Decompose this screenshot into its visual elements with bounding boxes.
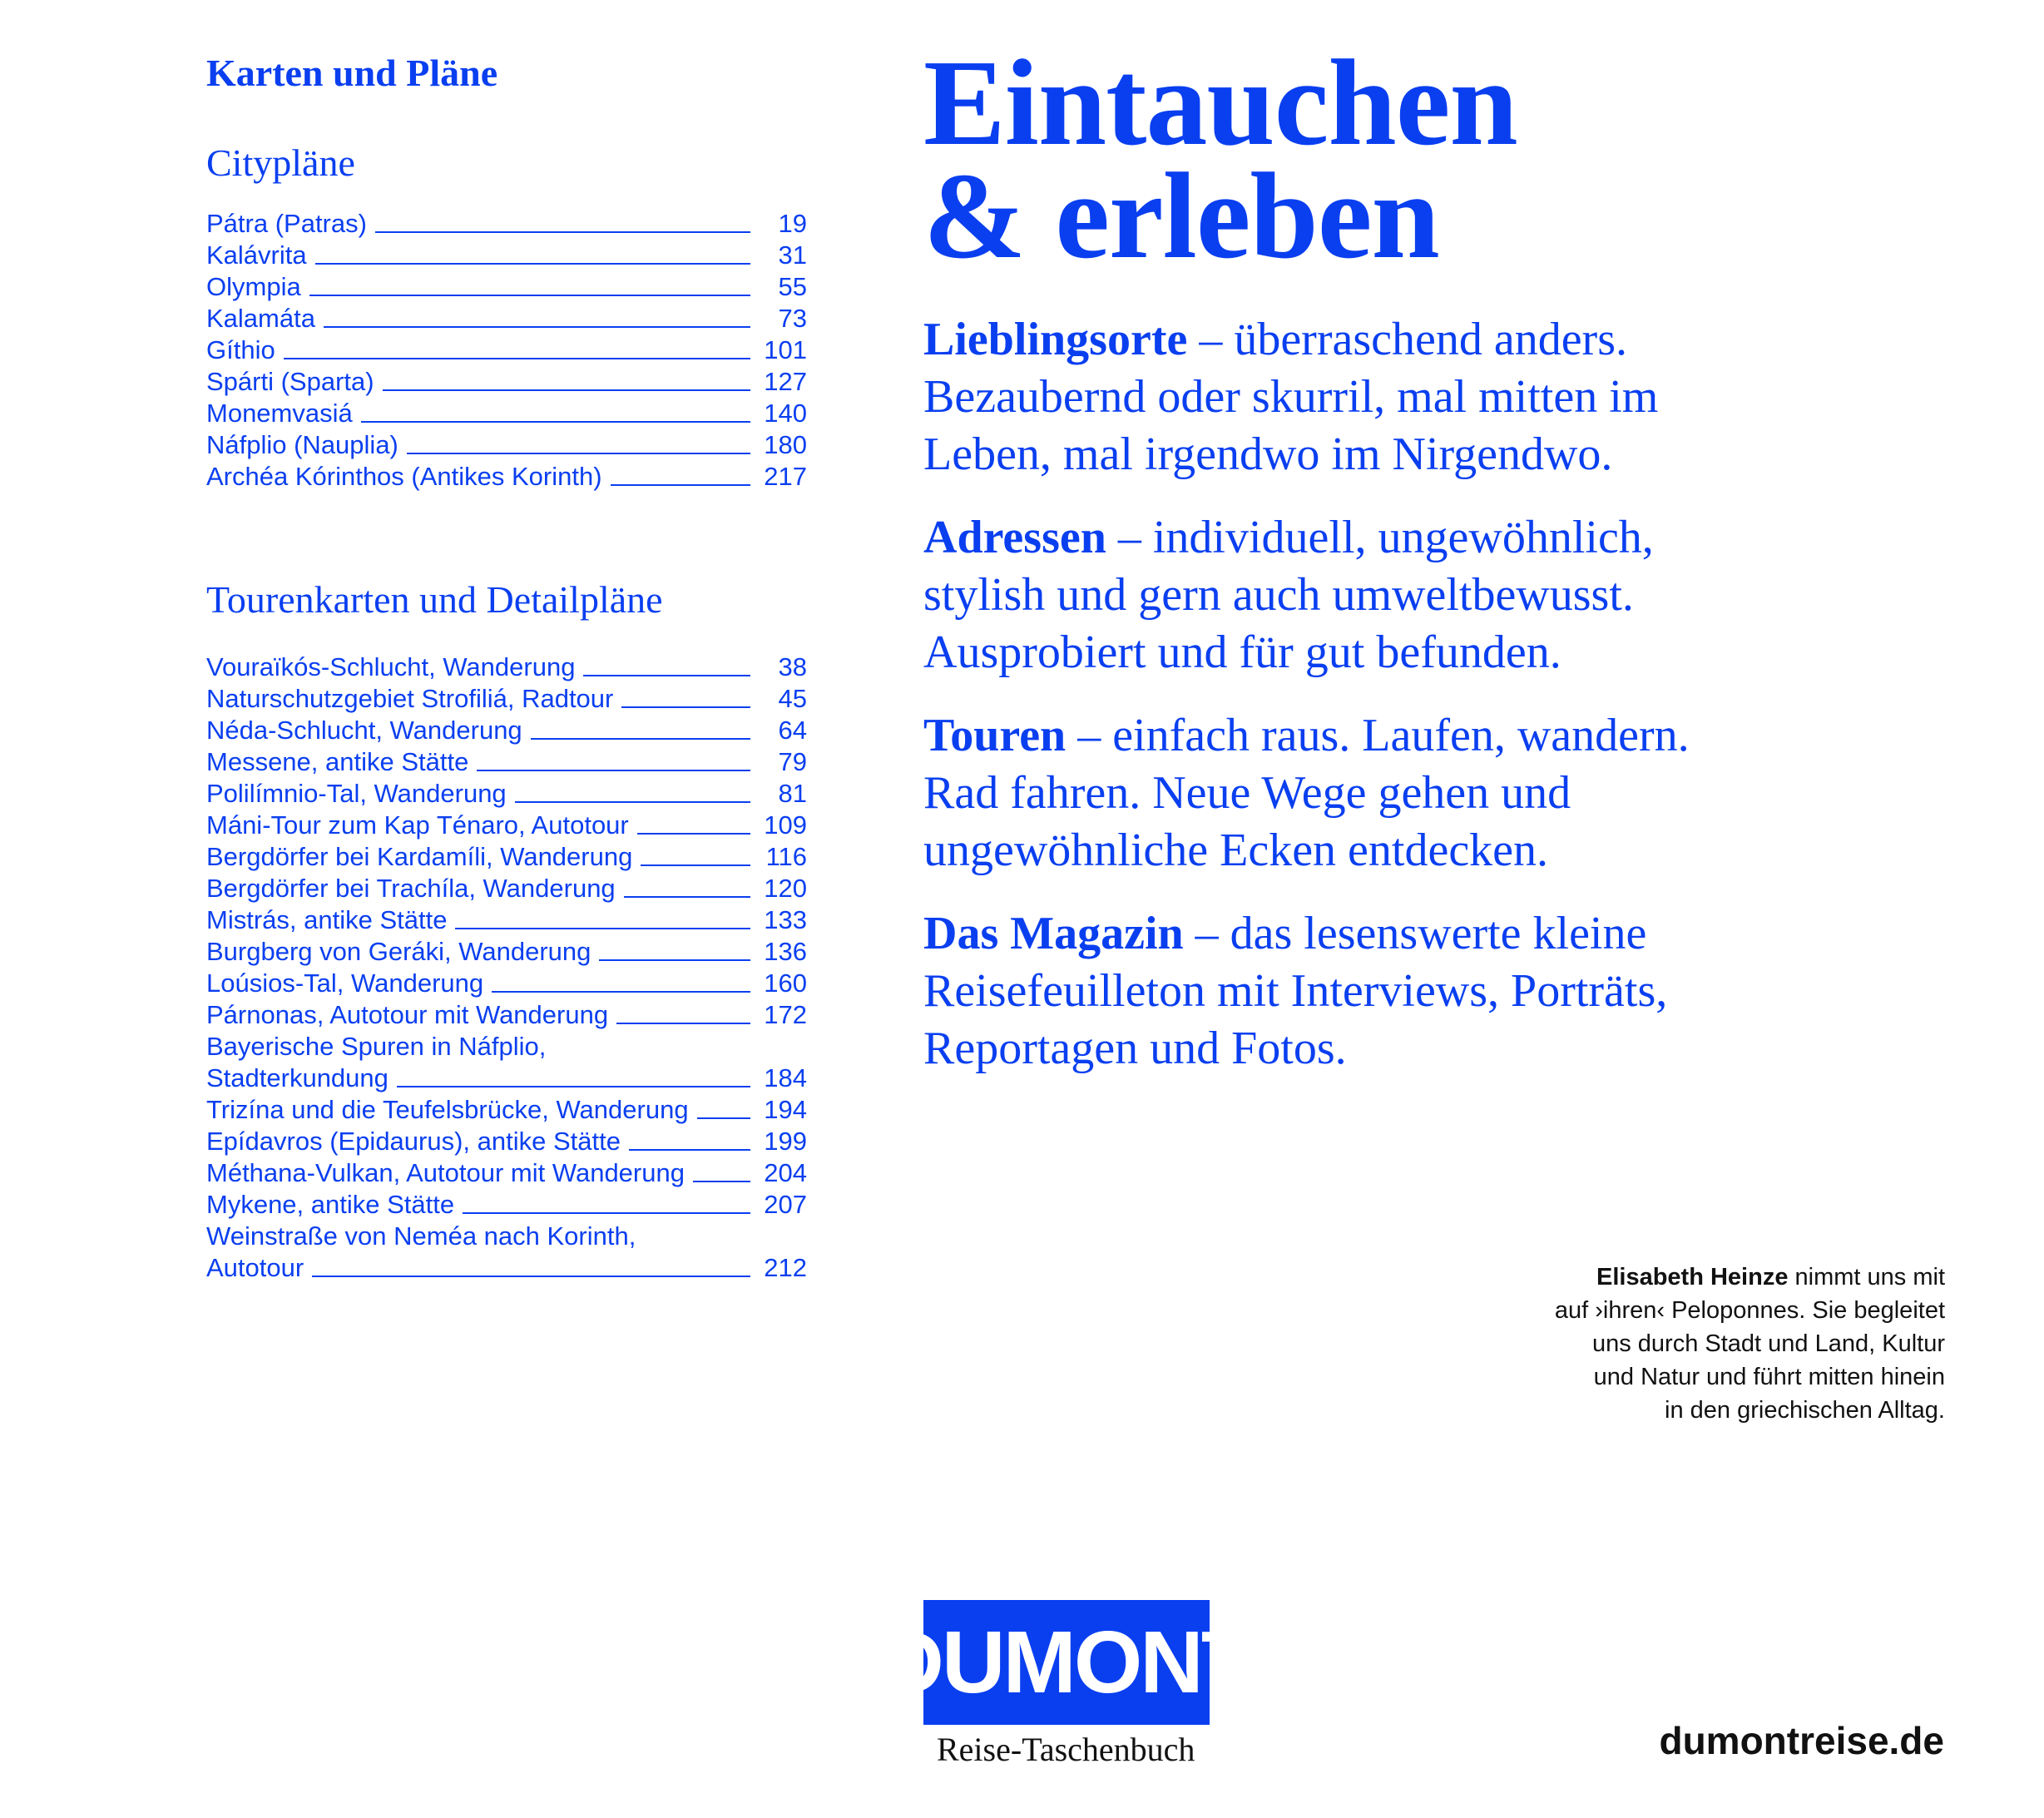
- toc-entry: [206, 778, 807, 810]
- feature-paragraph: [923, 707, 2005, 879]
- headline-line-2: & erleben: [923, 148, 1439, 285]
- toc-entry: [206, 841, 807, 873]
- toc-entry-title: Loúsios-Tal, Wanderung: [206, 968, 484, 998]
- leader-line: [397, 1086, 750, 1087]
- leader-line: [697, 1117, 750, 1119]
- toc-entry-title: Méthana-Vulkan, Autotour mit Wanderung: [206, 1158, 685, 1187]
- toc-entry: [206, 303, 807, 334]
- feature-title: Lieblingsorte: [923, 314, 1188, 365]
- leader-line: [383, 389, 750, 391]
- toc-entry: [206, 999, 807, 1031]
- feature-text: – individuell, ungewöhnlich,: [1106, 512, 1654, 563]
- toc-entry-title: Olympia: [206, 272, 301, 301]
- leader-line: [616, 1023, 750, 1024]
- toc-entry-title: Polilímnio-Tal, Wanderung: [206, 779, 507, 808]
- leader-line: [637, 833, 750, 835]
- leader-line: [315, 263, 750, 265]
- city-maps-list: [206, 208, 807, 493]
- feature-text: Reportagen und Fotos.: [923, 1023, 1347, 1074]
- toc-entry-title: Pátra (Patras): [206, 209, 367, 238]
- feature-text: Reisefeuilleton mit Interviews, Porträts,: [923, 965, 1668, 1017]
- toc-entry: [206, 1157, 807, 1189]
- features-list: [923, 311, 2005, 1077]
- toc-entry-page: 120: [764, 874, 807, 903]
- author-blurb: [1479, 1261, 1945, 1427]
- toc-entry-page: 19: [778, 209, 807, 238]
- toc-entry-page: 212: [764, 1253, 807, 1282]
- dumont-logo: [880, 1600, 1253, 1769]
- toc-entry-page: 180: [764, 430, 807, 459]
- leader-line: [463, 1212, 750, 1214]
- toc-entry: [206, 398, 807, 429]
- toc-entry-page: 184: [764, 1063, 807, 1092]
- toc-entry-title: Autotour: [206, 1253, 304, 1282]
- toc-entry-page: 31: [778, 240, 807, 270]
- author-line-2: auf ›ihren‹ Peloponnes. Sie begleitet: [1554, 1297, 1945, 1324]
- leader-line: [599, 959, 750, 961]
- feature-text: ungewöhnliche Ecken entdecken.: [923, 825, 1549, 876]
- toc-entry: [206, 461, 807, 493]
- toc-entry-title: Mistrás, antike Stätte: [206, 905, 448, 934]
- toc-entry-page: 55: [778, 272, 807, 301]
- maps-heading: Karten und Pläne: [206, 52, 498, 94]
- leader-line: [407, 453, 750, 454]
- feature-text: stylish und gern auch umweltbewusst.: [923, 569, 1634, 621]
- leader-line: [624, 896, 750, 898]
- toc-entry: [206, 936, 807, 968]
- toc-entry: [206, 208, 807, 240]
- toc-entry-title: Monemvasiá: [206, 399, 353, 428]
- feature-text: Leben, mal irgendwo im Nirgendwo.: [923, 428, 1613, 480]
- toc-entry-title: Trizína und die Teufelsbrücke, Wanderung: [206, 1095, 689, 1124]
- toc-entry-title: Mykene, antike Stätte: [206, 1190, 455, 1219]
- toc-entry-page: 73: [778, 304, 807, 333]
- toc-entry-page: 79: [778, 747, 807, 776]
- toc-entry-title-line: Bayerische Spuren in Náfplio,: [206, 1032, 547, 1061]
- leader-line: [531, 738, 750, 740]
- toc-entry-page: 207: [764, 1190, 807, 1219]
- leader-line: [361, 421, 750, 423]
- toc-entry-page: 127: [764, 367, 807, 396]
- toc-entry-page: 204: [764, 1158, 807, 1187]
- toc-entry: [206, 429, 807, 461]
- leader-line: [324, 326, 750, 328]
- headline-line-1: Eintauchen: [923, 35, 1517, 171]
- toc-entry-title-line: Weinstraße von Neméa nach Korinth,: [206, 1221, 636, 1251]
- leader-line: [641, 864, 750, 866]
- feature-text: – einfach raus. Laufen, wandern.: [1066, 710, 1690, 761]
- toc-entry: [206, 1221, 807, 1284]
- toc-entry-title: Messene, antike Stätte: [206, 747, 469, 776]
- toc-entry-title: Gíthio: [206, 335, 275, 364]
- toc-entry-page: 140: [764, 399, 807, 428]
- toc-entry: [206, 968, 807, 999]
- toc-entry-page: 101: [764, 335, 807, 364]
- toc-entry-page: 116: [765, 842, 807, 871]
- toc-entry: [206, 366, 807, 398]
- leader-line: [611, 484, 750, 486]
- feature-paragraph: [923, 905, 2005, 1077]
- feature-title: Adressen: [923, 512, 1106, 563]
- leader-line: [375, 231, 750, 233]
- toc-entry: [206, 651, 807, 683]
- leader-line: [455, 928, 750, 929]
- author-line-5: in den griechischen Alltag.: [1665, 1397, 1945, 1424]
- leader-line: [309, 295, 750, 296]
- logo-wordmark: DUMONT: [923, 1600, 1210, 1725]
- leader-line: [477, 770, 750, 771]
- feature-paragraph: [923, 509, 2005, 681]
- maps-index: [206, 50, 807, 1284]
- toc-entry-title: Kalávrita: [206, 240, 307, 270]
- city-maps-heading: Citypläne: [206, 141, 355, 184]
- toc-entry: [206, 904, 807, 936]
- feature-text: Rad fahren. Neue Wege gehen und: [923, 767, 1571, 819]
- feature-text: Bezaubernd oder skurril, mal mitten im: [923, 371, 1659, 423]
- author-line-3: uns durch Stadt und Land, Kultur: [1591, 1330, 1945, 1357]
- toc-entry-title: Stadterkundung: [206, 1063, 389, 1092]
- feature-text: – das lesenswerte kleine: [1183, 908, 1647, 959]
- feature-title: Touren: [923, 710, 1067, 761]
- toc-entry: [206, 1031, 807, 1094]
- leader-line: [284, 358, 750, 359]
- toc-entry-page: 133: [764, 905, 807, 934]
- toc-entry-title: Vouraïkós-Schlucht, Wanderung: [206, 652, 576, 681]
- toc-entry-page: 109: [764, 810, 807, 840]
- author-name: Elisabeth Heinze: [1596, 1264, 1789, 1290]
- toc-entry: [206, 746, 807, 778]
- leader-line: [621, 706, 750, 708]
- toc-entry-title: Archéa Kórinthos (Antikes Korinth): [206, 462, 602, 491]
- feature-text: Ausprobiert und für gut befunden.: [923, 627, 1561, 678]
- toc-entry-page: 160: [764, 968, 807, 998]
- leader-line: [312, 1276, 750, 1277]
- toc-entry-page: 45: [778, 684, 807, 713]
- toc-entry-title: Burgberg von Geráki, Wanderung: [206, 937, 591, 966]
- toc-entry-title: Bergdörfer bei Trachíla, Wanderung: [206, 874, 616, 903]
- leader-line: [515, 801, 750, 803]
- headline: [923, 35, 2005, 285]
- author-line-4: und Natur und führt mitten hinein: [1593, 1364, 1945, 1390]
- website-url: dumontreise.de: [1659, 1719, 1944, 1762]
- toc-entry: [206, 810, 807, 841]
- tour-maps-list: [206, 651, 807, 1284]
- feature-title: Das Magazin: [923, 908, 1184, 959]
- toc-entry-page: 199: [764, 1127, 807, 1156]
- leader-line: [629, 1149, 750, 1151]
- toc-entry-title: Párnonas, Autotour mit Wanderung: [206, 1000, 609, 1029]
- toc-entry-title: Máni-Tour zum Kap Ténaro, Autotour: [206, 810, 629, 840]
- toc-entry: [206, 240, 807, 271]
- toc-entry-page: 64: [778, 716, 807, 745]
- toc-entry-page: 38: [778, 652, 807, 681]
- toc-entry-page: 136: [764, 937, 807, 966]
- toc-entry: [206, 715, 807, 746]
- feature-column: [923, 35, 2005, 1103]
- toc-entry-page: 81: [778, 779, 807, 808]
- leader-line: [492, 991, 750, 993]
- toc-entry: [206, 334, 807, 366]
- toc-entry: [206, 271, 807, 303]
- author-line-1: nimmt uns mit: [1788, 1264, 1945, 1290]
- toc-entry-page: 217: [764, 462, 807, 491]
- toc-entry-page: 172: [764, 1000, 807, 1029]
- toc-entry-page: 194: [764, 1095, 807, 1124]
- toc-entry: [206, 1126, 807, 1157]
- toc-entry-title: Bergdörfer bei Kardamíli, Wanderung: [206, 842, 633, 871]
- toc-entry-title: Néda-Schlucht, Wanderung: [206, 716, 522, 745]
- toc-entry: [206, 873, 807, 904]
- toc-entry-title: Náfplio (Nauplia): [206, 430, 398, 459]
- toc-entry-title: Naturschutzgebiet Strofiliá, Radtour: [206, 684, 614, 713]
- logo-subtitle: Reise-Taschenbuch: [937, 1731, 1195, 1768]
- feature-paragraph: [923, 311, 2005, 483]
- toc-entry: [206, 683, 807, 715]
- leader-line: [693, 1181, 750, 1182]
- toc-entry: [206, 1094, 807, 1126]
- toc-entry-title: Epídavros (Epidaurus), antike Stätte: [206, 1127, 621, 1156]
- leader-line: [583, 675, 750, 676]
- toc-entry-title: Spárti (Sparta): [206, 367, 374, 396]
- feature-text: – überraschend anders.: [1187, 314, 1627, 365]
- tour-maps-heading: Tourenkarten und Detailpläne: [206, 578, 663, 621]
- toc-entry-title: Kalamáta: [206, 304, 315, 333]
- toc-entry: [206, 1189, 807, 1221]
